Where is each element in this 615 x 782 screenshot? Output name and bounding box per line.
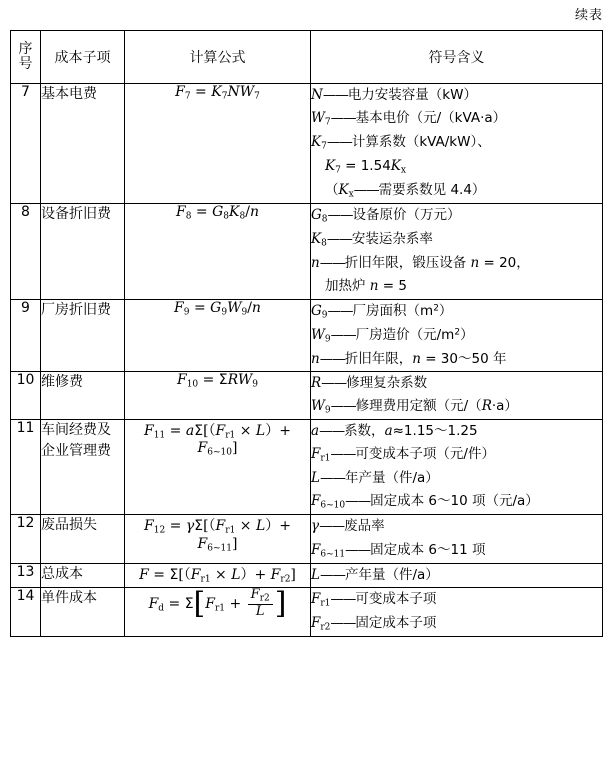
- table-row: [11, 371, 603, 419]
- column-header-meaning: 符号含义: [311, 31, 603, 84]
- table-row: [11, 587, 603, 636]
- cost-item-name: 车间经费及企业管理费: [41, 419, 125, 514]
- table-body: [11, 84, 603, 637]
- cost-item-name: 基本电费: [41, 84, 125, 204]
- column-header-formula: 计算公式: [125, 31, 311, 84]
- cost-item-name: 厂房折旧费: [41, 299, 125, 371]
- cost-item-name: 废品损失: [41, 515, 125, 563]
- row-number: 10: [11, 371, 41, 419]
- column-header-item: 成本子项: [41, 31, 125, 84]
- cost-item-name: 设备折旧费: [41, 204, 125, 299]
- formula-cell: $F_d = \Sigma[F_{r1}$ + $\frac{F_{r2}}{L}$ ]: [125, 587, 311, 636]
- row-number: 13: [11, 563, 41, 587]
- symbol-meaning-cell: N——电力安装容量（kW） $W_7——$基本电价（元/（kVA·a） $K_7——$计算系数（kVA/kW）、 $K_7 = 1.54K_x$ （$K_x——$需要系数见 4.4）: [311, 84, 603, 204]
- table-row: [11, 84, 603, 204]
- row-number: 11: [11, 419, 41, 514]
- row-number: 8: [11, 204, 41, 299]
- table-row: [11, 419, 603, 514]
- column-header-no: [11, 31, 41, 84]
- symbol-meaning-cell: R——修理复杂系数 $W_9——$修理费用定额（元/（R·a）: [311, 371, 603, 419]
- table-header-row: [11, 31, 603, 84]
- formula-cell: $F_{10} = \Sigma RW_9$: [125, 371, 311, 419]
- formula-cell: $F_{11} = a\Sigma[(F_{r1} \times L)+ F_{6\sim 10}]$: [125, 419, 311, 514]
- row-number: 12: [11, 515, 41, 563]
- symbol-meaning-cell: $G_9——$厂房面积$(m^2)$ $W_9——$厂房造价（元$/m^2$） n——折旧年限，n = 30～50 年: [311, 299, 603, 371]
- cost-item-name: 单件成本: [41, 587, 125, 636]
- symbol-meaning-cell: γ——废品率 $F_{6\sim 11}——$固定成本 6～11 项: [311, 515, 603, 563]
- symbol-meaning-cell: $F_{r1}——$可变成本子项 $F_{r2}——$固定成本子项: [311, 587, 603, 636]
- row-number: 14: [11, 587, 41, 636]
- formula-cell: $F_{12} = \gamma\Sigma[(F_{r1} \times L)+ F_{6\sim 11}]$: [125, 515, 311, 563]
- symbol-meaning-cell: a——系数，a≈1.15～1.25 $F_{r1}——$可变成本子项（元/件） L——年产量（件/a） $F_{6\sim 10}——$固定成本 6～10 项（元/a）: [311, 419, 603, 514]
- cost-item-name: 维修费: [41, 371, 125, 419]
- column-header-no-line2: 号: [18, 56, 33, 72]
- symbol-meaning-cell: L——产年量（件/a）: [311, 563, 603, 587]
- table-row: [11, 515, 603, 563]
- table-row: [11, 563, 603, 587]
- row-number: 9: [11, 299, 41, 371]
- table-row: [11, 299, 603, 371]
- formula-cell: $F_7 = K_7NW_7$: [125, 84, 311, 204]
- cost-items-table: [10, 30, 603, 637]
- formula-cell: $F = \Sigma[(F_{r1} \times L)+ F_{r2}]$: [125, 563, 311, 587]
- column-header-no-line1: 序: [18, 41, 33, 58]
- table-header: [11, 31, 603, 84]
- formula-cell: $F_9 = G_9W_9/n$: [125, 299, 311, 371]
- symbol-meaning-cell: $G_8——$设备原价（万元） $K_8——$安装运杂系率 n——折旧年限，锻压设备 n = 20， 加热炉 n = 5: [311, 204, 603, 299]
- cost-item-name: 总成本: [41, 563, 125, 587]
- formula-cell: $F_8 = G_8K_8/n$: [125, 204, 311, 299]
- row-number: 7: [11, 84, 41, 204]
- table-row: [11, 204, 603, 299]
- continued-label: 续表: [574, 8, 603, 23]
